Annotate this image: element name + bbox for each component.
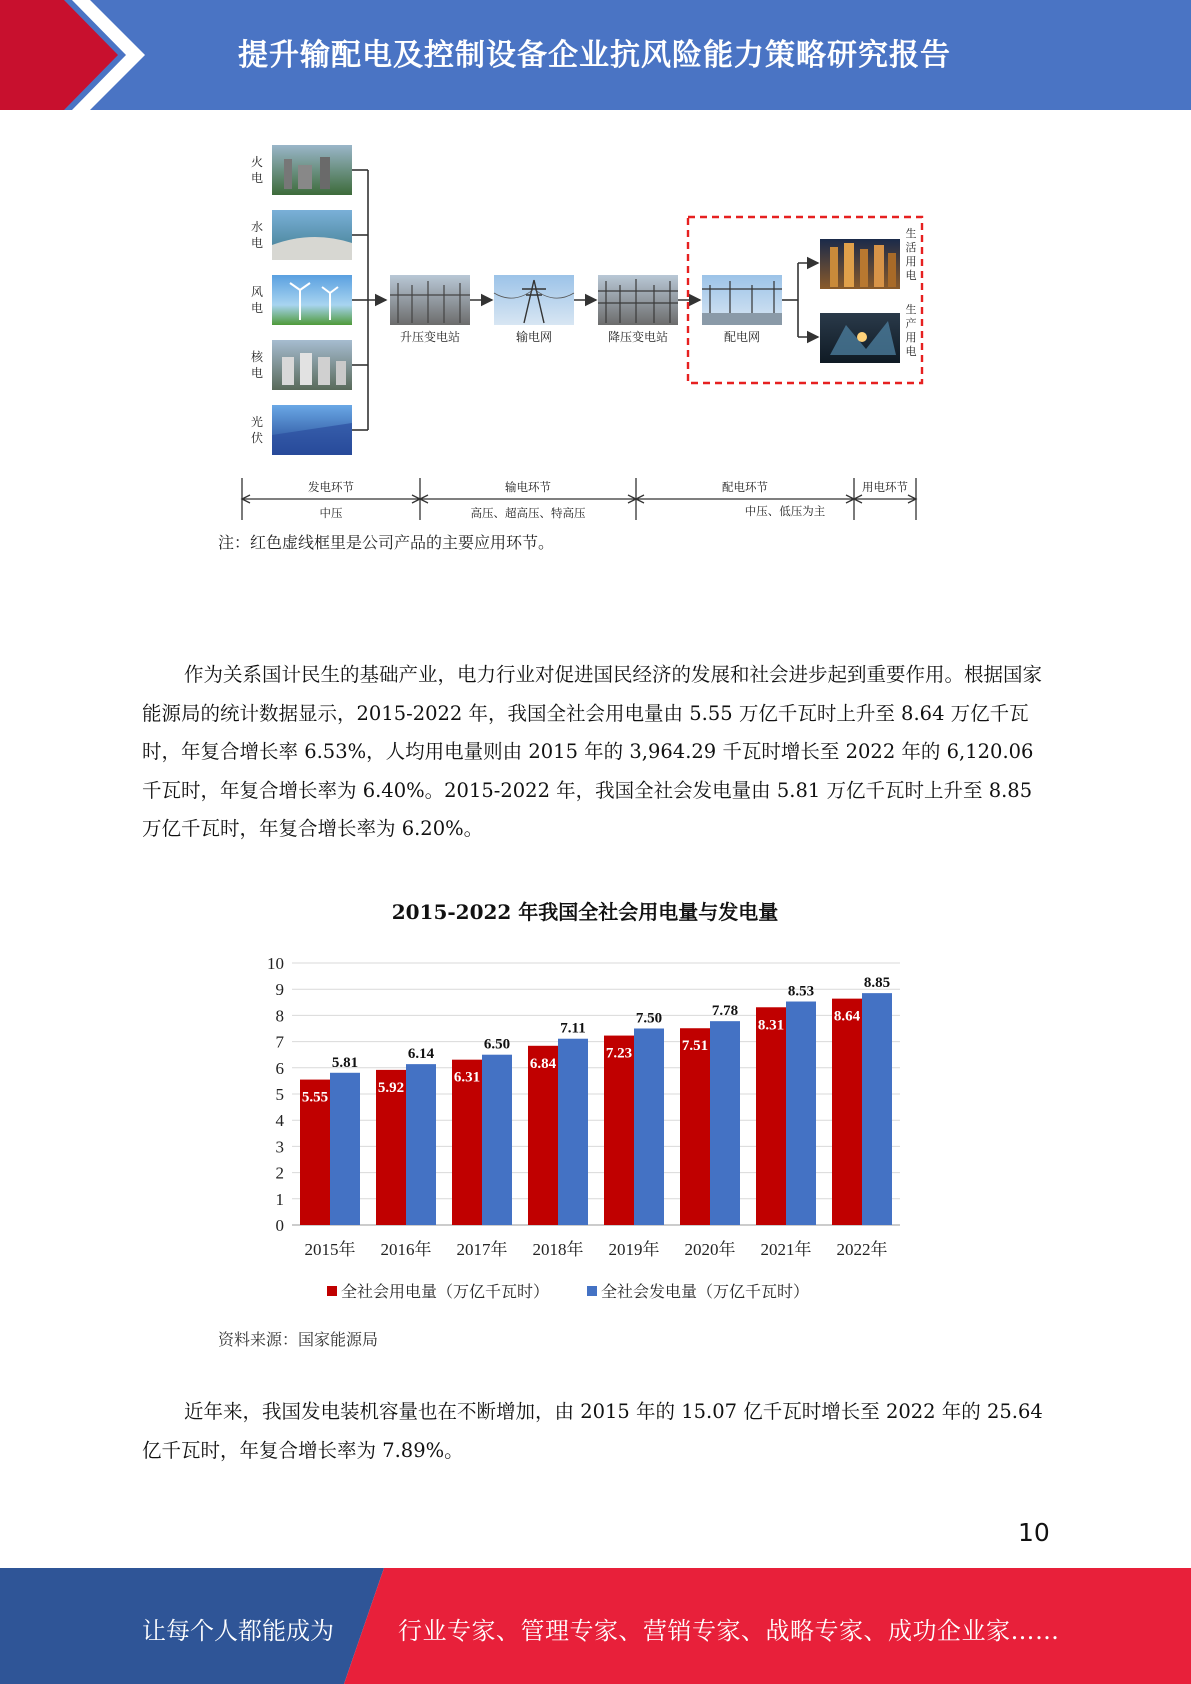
label-generation-4: 7.50	[635, 1010, 663, 1027]
label-consumption-0: 5.55	[301, 1089, 329, 1106]
station-distribution-image	[702, 275, 782, 325]
footer-slogan-right: 行业专家、管理专家、营销专家、战略专家、成功企业家……	[398, 1617, 1060, 1645]
station-step-down-image	[598, 275, 678, 325]
source-label-thermal: 火电	[250, 155, 264, 185]
y-tick-label-6: 6	[275, 1058, 284, 1078]
x-tick-label-6: 2021年	[760, 1240, 812, 1259]
source-hydro-image	[272, 210, 352, 260]
chart-y-ticks	[267, 954, 285, 1235]
segment-transmission-voltage: 高压、超高压、特高压	[470, 506, 586, 520]
segment-transmission-label: 输电环节	[505, 480, 551, 494]
station-label-transmission: 输电网	[515, 330, 553, 344]
use-residential-image	[820, 239, 900, 289]
paragraph-installed-capacity	[142, 1393, 1047, 1470]
chart-legend	[327, 1279, 809, 1302]
paragraph-1-text: 作为关系国计民生的基础产业，电力行业对促进国民经济的发展和社会进步起到重要作用。根据国家能源局的统计数据显示，2015-2022 年，我国全社会用电量由 5.55 万亿千瓦时上升至 8.64 万亿千瓦时，年复合增长率 6.53%，人均用电量则由 2015 年的 3,964.29 千瓦时增长至 2022 年的 6,120.06 千瓦时，年复合增长率为 6.40%。2015-2022 年，我国全社会发电量由 5.81 万亿千瓦时上升至 8.85 万亿千瓦时，年复合增长率为 6.20%。	[142, 663, 1043, 840]
label-consumption-7: 8.64	[833, 1008, 861, 1025]
legend-item-consumption	[327, 1279, 549, 1302]
y-tick-label-8: 8	[275, 1006, 284, 1026]
x-tick-label-0: 2015年	[304, 1240, 356, 1259]
segment-consumption-label: 用电环节	[862, 480, 908, 494]
y-tick-label-2: 2	[275, 1163, 284, 1183]
station-label-step-down: 降压变电站	[607, 330, 669, 344]
label-generation-3: 7.11	[560, 1020, 586, 1037]
footer-slogan-left: 让每个人都能成为	[142, 1617, 334, 1645]
label-consumption-5: 7.51	[681, 1038, 709, 1055]
y-tick-label-7: 7	[275, 1032, 284, 1052]
use-industrial-image	[820, 313, 900, 363]
station-label-distribution: 配电网	[723, 330, 761, 344]
segment-distribution-label: 配电环节	[722, 480, 768, 494]
y-tick-label-3: 3	[275, 1137, 284, 1157]
page-number: 10	[1018, 1518, 1050, 1547]
label-generation-2: 6.50	[483, 1036, 511, 1053]
label-generation-1: 6.14	[407, 1046, 435, 1063]
bar-generation-6	[786, 1002, 816, 1225]
page-header	[0, 0, 1191, 110]
segment-generation-voltage: 中压	[319, 506, 343, 520]
chart-bars	[300, 993, 892, 1225]
source-label-solar: 光伏	[250, 415, 264, 445]
x-tick-label-3: 2018年	[532, 1240, 584, 1259]
label-generation-6: 8.53	[787, 983, 815, 1000]
y-tick-label-5: 5	[275, 1085, 284, 1104]
chart-x-ticks	[305, 1239, 888, 1259]
use-label-industrial: 生产用电	[905, 303, 917, 358]
source-label-hydro: 水电	[250, 220, 264, 250]
station-label-step-up: 升压变电站	[399, 330, 461, 344]
chart-source: 资料来源：国家能源局	[218, 1330, 379, 1349]
bar-consumption-7	[832, 999, 862, 1225]
x-tick-label-2: 2017年	[456, 1240, 508, 1259]
y-tick-label-10: 10	[267, 954, 284, 973]
station-transmission-image	[494, 275, 574, 325]
paragraph-electricity-consumption	[142, 656, 1047, 849]
sources-connector	[352, 170, 386, 430]
label-consumption-1: 5.92	[377, 1079, 405, 1096]
bar-generation-0	[330, 1073, 360, 1225]
diagram-note: 注：红色虚线框里是公司产品的主要应用环节。	[218, 533, 555, 552]
x-tick-label-5: 2020年	[684, 1240, 736, 1259]
source-thermal-image	[272, 145, 352, 195]
bar-generation-4	[634, 1029, 664, 1226]
legend-item-generation	[587, 1279, 809, 1302]
bar-generation-1	[406, 1064, 436, 1225]
y-tick-label-1: 1	[275, 1189, 284, 1209]
source-solar-image	[272, 405, 352, 455]
bar-consumption-3	[528, 1046, 558, 1225]
segment-distribution-voltage: 中压、低压为主	[744, 504, 826, 518]
label-consumption-3: 6.84	[529, 1055, 557, 1072]
header-chevron-decoration	[0, 0, 160, 110]
y-tick-label-9: 9	[275, 980, 284, 1000]
power-flow-diagram	[240, 135, 930, 525]
bar-consumption-6	[756, 1007, 786, 1225]
label-generation-5: 7.78	[711, 1003, 739, 1020]
source-label-wind: 风电	[250, 285, 264, 315]
source-nuclear-image	[272, 340, 352, 390]
page-footer	[0, 1568, 1191, 1684]
legend-label-consumption: 全社会用电量（万亿千瓦时）	[341, 1282, 550, 1301]
x-tick-label-7: 2022年	[836, 1240, 888, 1259]
label-consumption-4: 7.23	[605, 1045, 633, 1062]
source-wind-image	[272, 275, 352, 325]
legend-label-generation: 全社会发电量（万亿千瓦时）	[601, 1282, 810, 1301]
label-generation-0: 5.81	[331, 1054, 359, 1071]
use-label-residential: 生活用电	[905, 227, 917, 282]
report-title: 提升输配电及控制设备企业抗风险能力策略研究报告	[238, 38, 951, 73]
legend-swatch-blue	[587, 1286, 597, 1296]
y-tick-label-4: 4	[275, 1111, 284, 1131]
bar-consumption-5	[680, 1028, 710, 1225]
bar-generation-7	[862, 993, 892, 1225]
chart-title: 2015-2022 年我国全社会用电量与发电量	[391, 900, 779, 924]
bar-generation-3	[558, 1039, 588, 1225]
label-generation-7: 8.85	[863, 975, 891, 992]
label-consumption-2: 6.31	[453, 1069, 481, 1086]
electricity-bar-chart	[240, 945, 920, 1265]
source-label-nuclear: 核电	[250, 350, 264, 380]
label-consumption-6: 8.31	[757, 1017, 785, 1034]
station-step-up-image	[390, 275, 470, 325]
x-tick-label-4: 2019年	[608, 1240, 660, 1259]
bar-generation-5	[710, 1021, 740, 1225]
bar-consumption-4	[604, 1036, 634, 1225]
legend-swatch-red	[327, 1286, 337, 1296]
x-tick-label-1: 2016年	[380, 1240, 432, 1259]
power-flow-svg	[240, 135, 930, 525]
bar-generation-2	[482, 1055, 512, 1225]
y-tick-label-0: 0	[275, 1216, 284, 1235]
segment-generation-label: 发电环节	[308, 480, 354, 494]
paragraph-2-text: 近年来，我国发电装机容量也在不断增加，由 2015 年的 15.07 亿千瓦时增长至 2022 年的 25.64 亿千瓦时，年复合增长率为 7.89%。	[142, 1400, 1043, 1462]
